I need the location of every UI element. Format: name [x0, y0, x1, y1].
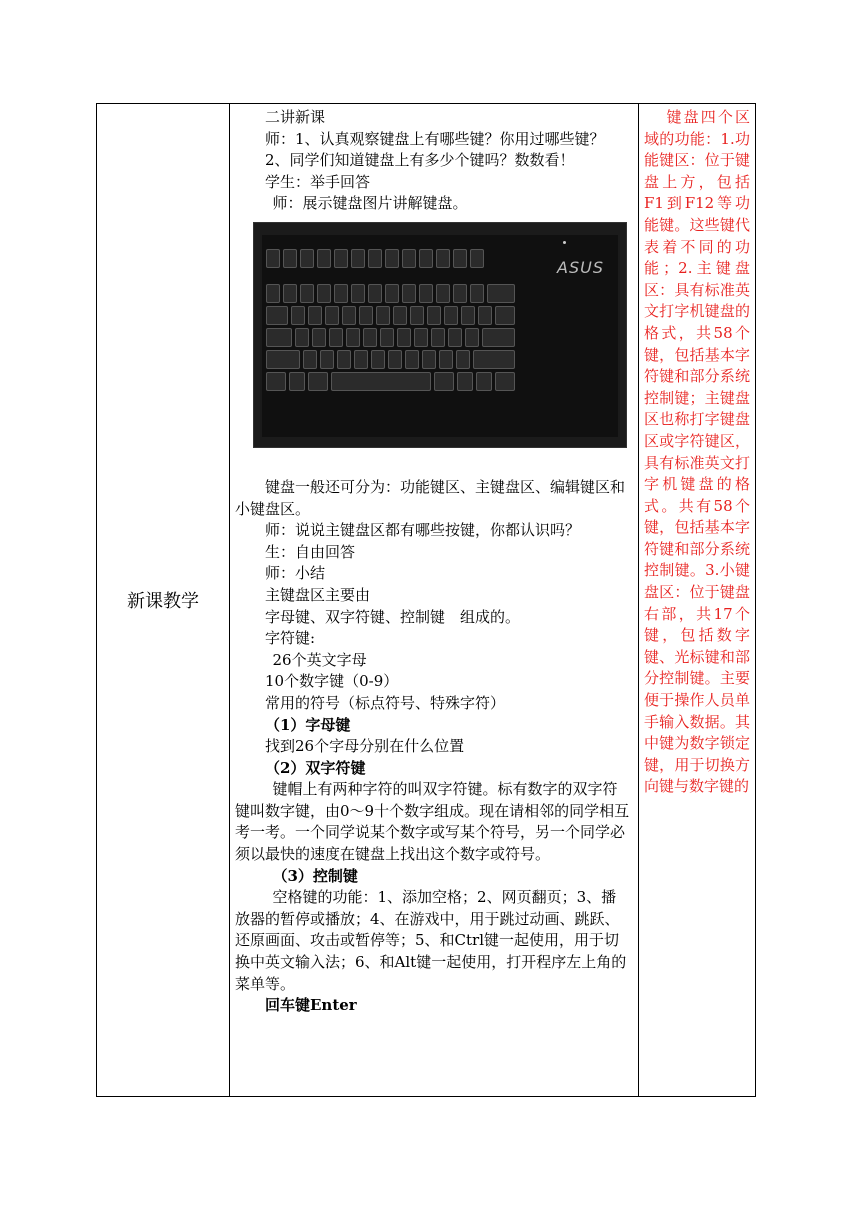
content-line: 生：自由回答 [265, 542, 356, 561]
section-heading: （1）字母键 [265, 715, 351, 734]
content-line: 师：说说主键盘区都有哪些按键，你都认识吗？ [265, 521, 581, 540]
content-line: 26个英文字母 [272, 650, 367, 669]
content-line: 键盘一般还可分为：功能键区、主键盘区、编辑键区和小键盘区。 [235, 477, 626, 518]
content-line: 师：展示键盘图片讲解键盘。 [272, 194, 468, 213]
brand-logo: ASUS [557, 257, 604, 277]
content-line: 主键盘区主要由 [265, 585, 371, 604]
content-paragraph: 空格键的功能：1、添加空格；2、网页翻页；3、播放器的暂停或播放；4、在游戏中，用于跳过动画、跳跃、还原画面、攻击或暂停等；5、和Ctrl键一起使用，用于切换中英文输入法；6、和Alt键一起使用，打开程序左上角的菜单等。 [235, 888, 627, 993]
section-heading: 回车键Enter [265, 996, 357, 1015]
content-line: 师：1、认真观察键盘上有哪些键？你用过哪些键？ [265, 129, 605, 148]
lesson-content [235, 107, 631, 1017]
content-line: 二讲新课 [265, 108, 326, 126]
notes-text: 键盘四个区域的功能：1.功能键区：位于键盘上方，包括F1到F12等功能键。这些键代表着不同的功能；2.主键盘区：具有标准英文打字机键盘的格式，共58个键，包括基本字符键和部分系统控制键；主键盘区也称打字键盘区或字符键区，具有标准英文打字机键盘的格式。共有58个键，包括基本字符键和部分系统控制键。3.小键盘区：位于键盘右部，共17个键，包括数字键、光标键和部分控制键。主要便于操作人员单手输入数据。其中键为数字锁定键，用于切换方向键与数字键的 [644, 108, 750, 796]
content-line: 常用的符号（标点符号、特殊字符） [265, 693, 506, 712]
content-line: 字符键: [265, 629, 316, 648]
keyboard-image [253, 222, 627, 448]
notes-column [644, 107, 750, 798]
content-paragraph: 键帽上有两种字符的叫双字符键。标有数字的双字符键叫数字键，由0～9十个数字组成。现在请相邻的同学相互考一考。一个同学说某个数字或写某个符号，另一个同学必须以最快的速度在键盘上找出这个数字或符号。 [235, 780, 630, 864]
content-line: 字母键、双字符键、控制键 组成的。 [265, 607, 521, 626]
section-heading: （2）双字符键 [265, 758, 366, 777]
content-line: 找到26个字母分别在什么位置 [265, 737, 465, 756]
content-line: 10个数字键（0-9） [265, 672, 399, 691]
column-divider [638, 104, 639, 1096]
section-heading: （3）控制键 [272, 866, 358, 885]
indicator-light-icon [563, 241, 566, 244]
section-label: 新课教学 [127, 591, 199, 612]
content-line: 师：小结 [265, 564, 326, 583]
lesson-table [96, 103, 756, 1097]
column-divider [229, 104, 230, 1096]
content-line: 2、同学们知道键盘上有多少个键吗？数数看！ [265, 151, 575, 170]
content-line: 学生：举手回答 [265, 172, 371, 191]
